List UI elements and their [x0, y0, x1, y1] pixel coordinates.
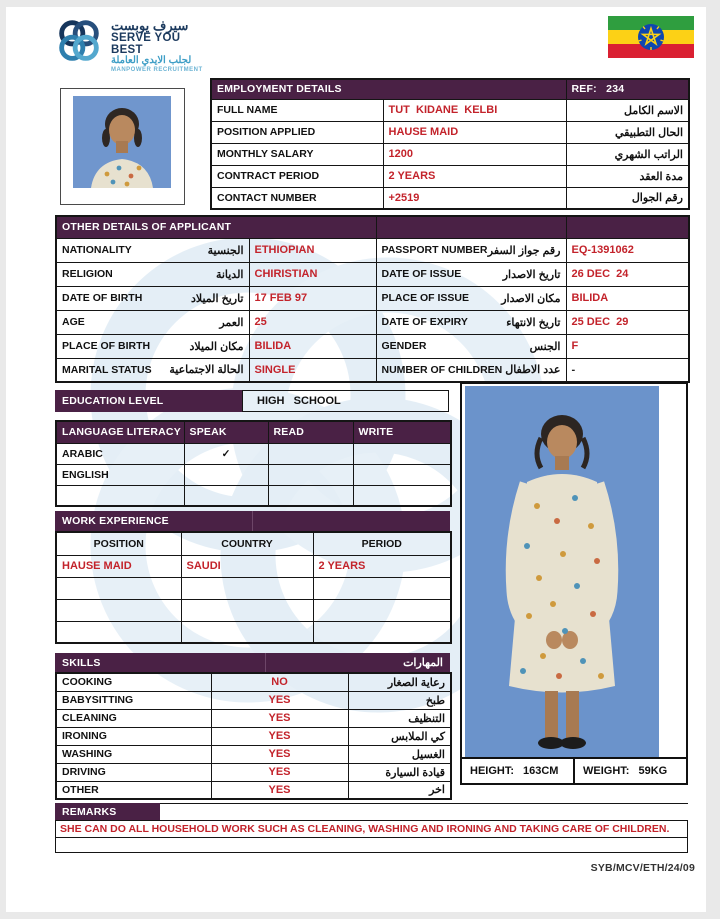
skills-band: [55, 653, 450, 672]
weight-value: 59KG: [638, 765, 668, 777]
field-label: MARITAL STATUS الحالة الاجتماعية: [56, 358, 249, 382]
write-cell: [353, 485, 451, 506]
remarks-text: SHE CAN DO ALL HOUSEHOLD WORK SUCH AS CLEANING, WASHING AND IRONING AND TAKING CARE OF CHILDREN.: [55, 820, 688, 838]
remarks-title: REMARKS: [62, 805, 117, 818]
field-label: DATE OF BIRTH تاريخ الميلاد: [56, 286, 249, 310]
skills-table: [55, 672, 452, 800]
education-value: HIGH SCHOOL: [242, 390, 449, 412]
field-value: +2519: [383, 187, 566, 209]
work-experience-title: WORK EXPERIENCE: [62, 515, 169, 527]
field-value: CHIRISTIAN: [249, 262, 376, 286]
skill-arabic: كي الملابس: [348, 727, 451, 745]
field-value: F: [566, 334, 689, 358]
field-value: 25 DEC 29: [566, 310, 689, 334]
language-name: ENGLISH: [56, 464, 184, 485]
field-label-arabic: الراتب الشهري: [566, 143, 689, 165]
field-value: 1200: [383, 143, 566, 165]
experience-position: [56, 599, 181, 621]
field-label: MONTHLY SALARY: [211, 143, 383, 165]
skill-label: DRIVING: [56, 763, 211, 781]
field-value: BILIDA: [249, 334, 376, 358]
other-details-title: OTHER DETAILS OF APPLICANT: [56, 216, 376, 238]
column-header: LANGUAGE LITERACY: [56, 421, 184, 443]
logo-tagline: MANPOWER RECRUITMENT: [110, 66, 203, 73]
skill-arabic: قيادة السيارة: [348, 763, 451, 781]
experience-period: 2 YEARS: [313, 555, 451, 577]
field-label-arabic: الاسم الكامل: [566, 99, 689, 121]
column-header: POSITION: [56, 532, 181, 555]
applicant-full-photo: [465, 386, 659, 759]
applicant-passport-photo: [60, 88, 185, 205]
column-header: SPEAK: [184, 421, 268, 443]
ref-number: REF: 234: [566, 79, 689, 99]
band-divider: [252, 511, 253, 531]
experience-position: [56, 577, 181, 599]
field-label: CONTRACT PERIOD: [211, 165, 383, 187]
skill-label: CLEANING: [56, 709, 211, 727]
skill-arabic: اخر: [348, 781, 451, 799]
skill-arabic: التنظيف: [348, 709, 451, 727]
field-value: 25: [249, 310, 376, 334]
write-cell: [353, 443, 451, 464]
field-label: PLACE OF BIRTH مكان الميلاد: [56, 334, 249, 358]
field-value: TUT KIDANE KELBI: [383, 99, 566, 121]
knot-logo-icon: [52, 13, 106, 71]
field-label-arabic: رقم الجوال: [566, 187, 689, 209]
agency-logo: [52, 13, 212, 79]
field-label: CONTACT NUMBER: [211, 187, 383, 209]
experience-country: [181, 621, 313, 643]
write-cell: [353, 464, 451, 485]
speak-cell: [184, 464, 268, 485]
experience-position: HAUSE MAID: [56, 555, 181, 577]
skill-arabic: الغسيل: [348, 745, 451, 763]
field-value: BILIDA: [566, 286, 689, 310]
applicant-full-photo-box: [460, 382, 688, 785]
field-label: GENDER الجنس: [376, 334, 566, 358]
scan-edge-top: [0, 0, 720, 6]
scan-edge-right: [706, 0, 720, 919]
field-label: PLACE OF ISSUE مكان الاصدار: [376, 286, 566, 310]
skill-value: YES: [211, 691, 348, 709]
language-name: ARABIC: [56, 443, 184, 464]
ethiopia-flag-icon: [608, 16, 694, 58]
column-header: WRITE: [353, 421, 451, 443]
field-label: DATE OF ISSUE تاريخ الاصدار: [376, 262, 566, 286]
logo-arabic-tagline: لجلب الايدي العاملة: [110, 55, 192, 67]
column-header: PERIOD: [313, 532, 451, 555]
language-name: [56, 485, 184, 506]
field-value: EQ-1391062: [566, 238, 689, 262]
column-header: COUNTRY: [181, 532, 313, 555]
logo-arabic-name: سيرف يوبست: [110, 17, 189, 33]
skill-value: YES: [211, 781, 348, 799]
experience-position: [56, 621, 181, 643]
read-cell: [268, 485, 353, 506]
field-label: RELIGION الديانة: [56, 262, 249, 286]
work-experience-band: [55, 511, 450, 531]
education-title: EDUCATION LEVEL: [62, 395, 164, 407]
employment-details-table: [210, 78, 690, 210]
skill-value: YES: [211, 727, 348, 745]
skill-arabic: طبخ: [348, 691, 451, 709]
field-label: POSITION APPLIED: [211, 121, 383, 143]
column-header: READ: [268, 421, 353, 443]
field-value: 17 FEB 97: [249, 286, 376, 310]
field-label: NATIONALITY الجنسية: [56, 238, 249, 262]
skill-arabic: رعاية الصغار: [348, 673, 451, 691]
employment-title: EMPLOYMENT DETAILS: [211, 79, 566, 99]
skill-label: BABYSITTING: [56, 691, 211, 709]
field-value: 2 YEARS: [383, 165, 566, 187]
header-spacer: [376, 216, 566, 238]
read-cell: [268, 443, 353, 464]
field-label: NUMBER OF CHILDREN عدد الاطفال: [376, 358, 566, 382]
skill-label: OTHER: [56, 781, 211, 799]
document-reference-footer: SYB/MCV/ETH/24/09: [590, 862, 695, 874]
skill-value: YES: [211, 745, 348, 763]
skill-value: YES: [211, 709, 348, 727]
speak-cell: [184, 485, 268, 506]
field-value: -: [566, 358, 689, 382]
scan-edge-left: [0, 0, 5, 919]
experience-period: [313, 577, 451, 599]
language-literacy-table: [55, 420, 452, 507]
skill-label: COOKING: [56, 673, 211, 691]
other-details-table: [55, 215, 690, 383]
weight-label: WEIGHT:: [583, 765, 630, 777]
logo-name: SERVE YOU BEST: [110, 32, 181, 57]
skill-value: NO: [211, 673, 348, 691]
remarks-band: [55, 803, 160, 820]
weight-cell: [575, 759, 686, 783]
passport-photo-image: [73, 96, 171, 188]
field-label-arabic: الحال التطبيقي: [566, 121, 689, 143]
read-cell: [268, 464, 353, 485]
field-label: DATE OF EXPIRY تاريخ الانتهاء: [376, 310, 566, 334]
field-value: SINGLE: [249, 358, 376, 382]
band-divider: [265, 653, 266, 672]
field-label: AGE العمر: [56, 310, 249, 334]
height-cell: [462, 759, 575, 783]
education-level-band: [55, 390, 242, 412]
field-label: PASSPORT NUMBER رقم جواز السفر: [376, 238, 566, 262]
work-experience-table: [55, 531, 452, 644]
field-label: FULL NAME: [211, 99, 383, 121]
field-value: 26 DEC 24: [566, 262, 689, 286]
experience-period: [313, 621, 451, 643]
experience-country: SAUDI: [181, 555, 313, 577]
skill-label: WASHING: [56, 745, 211, 763]
skill-value: YES: [211, 763, 348, 781]
field-label-arabic: مدة العقد: [566, 165, 689, 187]
remarks-top-border: [160, 803, 688, 804]
skills-title-arabic: المهارات: [403, 657, 443, 669]
speak-checkmark: ✓: [184, 443, 268, 464]
skills-title: SKILLS: [62, 656, 101, 669]
field-value: HAUSE MAID: [383, 121, 566, 143]
remarks-empty-row: [55, 838, 688, 853]
experience-period: [313, 599, 451, 621]
height-value: 163CM: [523, 765, 559, 777]
body-measurements-row: [462, 757, 686, 783]
experience-country: [181, 599, 313, 621]
experience-country: [181, 577, 313, 599]
height-label: HEIGHT:: [470, 765, 514, 777]
scan-edge-bottom: [0, 912, 720, 919]
header-spacer: [566, 216, 689, 238]
skill-label: IRONING: [56, 727, 211, 745]
field-value: ETHIOPIAN: [249, 238, 376, 262]
